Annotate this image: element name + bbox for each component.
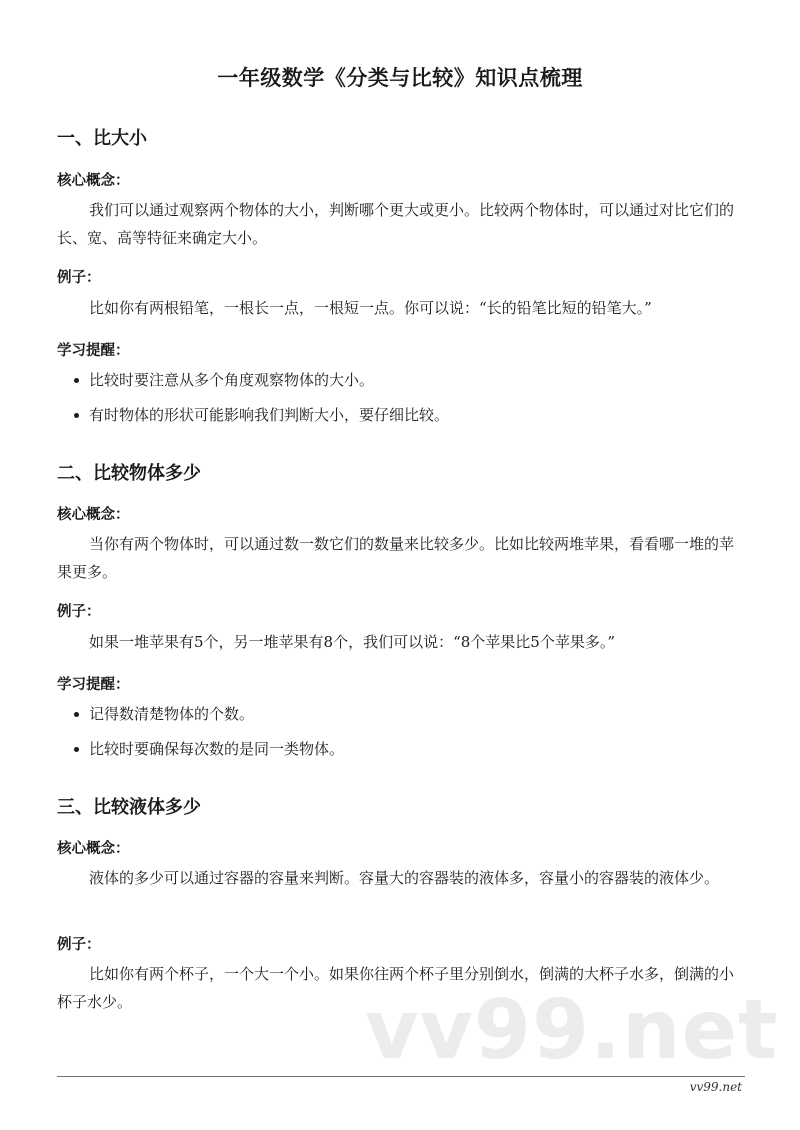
section-1-tips-label: 学习提醒： <box>57 342 130 359</box>
section-3-concept-label: 核心概念： <box>57 840 130 857</box>
section-1-concept-label: 核心概念： <box>57 172 130 189</box>
footer-site-text: vv99.net <box>689 1080 742 1094</box>
section-3-example-label: 例子： <box>57 936 101 953</box>
section-3-concept-text: 液体的多少可以通过容器的容量来判断。容量大的容器装的液体多，容量小的容器装的液体少。 <box>89 869 720 887</box>
section-3-heading: 三、比较液体多少 <box>57 797 201 818</box>
section-3-example-text: 比如你有两个杯子，一个大一个小。如果你往两个杯子里分别倒水，倒满的大杯子水多，倒满的小杯子水少。 <box>57 965 735 1011</box>
section-2-tips-list <box>74 697 344 767</box>
document-title: 一年级数学《分类与比较》知识点梳理 <box>217 65 583 90</box>
section-1-example-text: 比如你有两根铅笔，一根长一点，一根短一点。你可以说：“长的铅笔比短的铅笔大。” <box>89 299 652 317</box>
section-2-heading: 二、比较物体多少 <box>57 463 201 484</box>
list-item: 有时物体的形状可能影响我们判断大小，要仔细比较。 <box>74 398 449 433</box>
footer-divider <box>57 1076 745 1077</box>
section-1-concept-text: 我们可以通过观察两个物体的大小，判断哪个更大或更小。比较两个物体时，可以通过对比它们的长、宽、高等特征来确定大小。 <box>57 201 735 247</box>
section-2-concept-label: 核心概念： <box>57 506 130 523</box>
section-2-example-label: 例子： <box>57 603 101 620</box>
list-item: 比较时要注意从多个角度观察物体的大小。 <box>74 363 449 398</box>
section-2-concept-text: 当你有两个物体时，可以通过数一数它们的数量来比较多少。比如比较两堆苹果，看看哪一堆的苹果更多。 <box>57 535 735 581</box>
section-2-tips-label: 学习提醒： <box>57 676 130 693</box>
section-2-example-text: 如果一堆苹果有5个，另一堆苹果有8个，我们可以说：“8个苹果比5个苹果多。” <box>89 633 616 651</box>
list-item: 记得数清楚物体的个数。 <box>74 697 344 732</box>
section-1-example-label: 例子： <box>57 269 101 286</box>
watermark: vv99.net <box>365 983 779 1078</box>
section-1-heading: 一、比大小 <box>57 128 147 149</box>
section-1-tips-list <box>74 363 449 433</box>
list-item: 比较时要确保每次数的是同一类物体。 <box>74 732 344 767</box>
